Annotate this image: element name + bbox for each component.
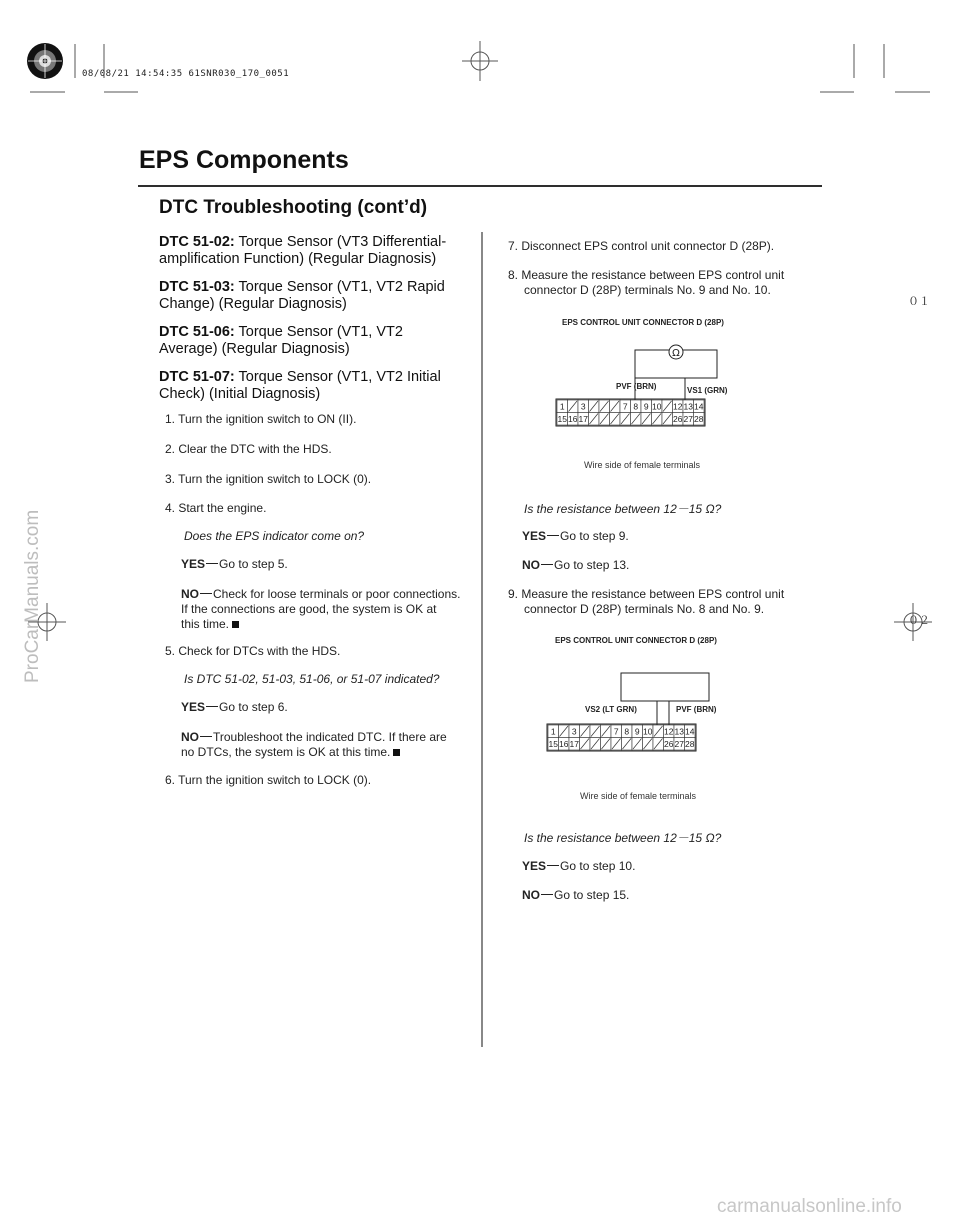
pin-number: 9 (634, 726, 640, 737)
question-indicator: Does the EPS indicator come on? (184, 529, 365, 543)
connector-diagram-1-caption: Wire side of female terminals (584, 460, 701, 470)
dash-icon (206, 563, 218, 564)
dash-icon (541, 894, 553, 895)
step-8-line: connector D (28P) terminals No. 9 and No. 10. (524, 283, 771, 297)
question-dtc-indicated: Is DTC 51-02, 51-03, 51-06, or 51-07 indicated? (184, 672, 440, 686)
pin-number: 10 (652, 401, 662, 412)
side-mark-2: ０２ (908, 614, 930, 627)
step-1: 1. Turn the ignition switch to ON (II). (165, 412, 357, 426)
pin-number: 1 (559, 401, 565, 412)
pin-label-left-2: VS2 (LT GRN) (585, 705, 637, 714)
yes-text: Go to step 6. (219, 700, 288, 714)
pin-label-right-2: PVF (BRN) (676, 705, 717, 714)
no-text: Check for loose terminals or poor connections. (213, 587, 461, 601)
no-label: NO (522, 558, 540, 572)
dtc-desc: Change) (Regular Diagnosis) (159, 296, 347, 312)
pin-number: 8 (624, 726, 630, 737)
step-9-line: 9. Measure the resistance between EPS control unit (508, 587, 785, 601)
svg-text:Ω: Ω (672, 348, 680, 359)
dtc-desc: Torque Sensor (VT3 Differential- (234, 234, 447, 250)
pin-number: 13 (683, 401, 693, 412)
no-label: NO (181, 587, 199, 601)
step-9 (508, 587, 828, 617)
step-6: 6. Turn the ignition switch to LOCK (0). (165, 773, 372, 787)
dtc-51-02 (159, 234, 479, 268)
dtc-desc: Torque Sensor (VT1, VT2 (234, 324, 403, 340)
connector-diagram-2-title: EPS CONTROL UNIT CONNECTOR D (28P) (555, 636, 717, 645)
pin-number: 3 (580, 401, 586, 412)
pin-number: 16 (568, 414, 578, 424)
no-text: Go to step 15. (554, 888, 630, 902)
step-9-line: connector D (28P) terminals No. 8 and No. 9. (524, 602, 765, 616)
dtc-desc: Average) (Regular Diagnosis) (159, 341, 350, 357)
dtc-code: DTC 51-03: (159, 279, 235, 295)
print-stamp: 08/08/21 14:54:35 61SNR030_170_0051 (82, 69, 290, 79)
section-subtitle: DTC Troubleshooting (cont’d) (159, 197, 428, 218)
page-title: EPS Components (139, 146, 349, 174)
dash-icon (541, 564, 553, 565)
no-text: no DTCs, the system is OK at this time. (181, 745, 391, 759)
step-7: 7. Disconnect EPS control unit connector D (28P). (508, 239, 775, 253)
pin-number: 13 (674, 726, 684, 737)
dtc-51-03 (159, 279, 479, 313)
pin-number: 28 (694, 414, 704, 424)
no-text: Troubleshoot the indicated DTC. If there are (213, 730, 447, 744)
yes-text: Go to step 9. (560, 529, 629, 543)
pin-number: 17 (569, 739, 579, 749)
yes-text: Go to step 5. (219, 557, 288, 571)
connector-pins-1 (556, 399, 705, 426)
answer-yes-1 (181, 557, 288, 572)
dash-icon (200, 593, 212, 594)
step-5: 5. Check for DTCs with the HDS. (165, 644, 341, 658)
answer-yes-3 (522, 529, 629, 544)
dtc-51-07 (159, 369, 479, 403)
side-mark-1: ０１ (908, 295, 930, 308)
pin-number: 14 (694, 401, 704, 412)
connector-diagram-1-title: EPS CONTROL UNIT CONNECTOR D (28P) (562, 318, 724, 327)
yes-text: Go to step 10. (560, 859, 636, 873)
dash-icon (200, 736, 212, 737)
answer-yes-2 (181, 700, 288, 715)
pin-number: 14 (685, 726, 695, 737)
pin-number: 17 (578, 414, 588, 424)
pin-number: 15 (557, 414, 567, 424)
pin-number: 1 (550, 726, 556, 737)
dtc-desc: Torque Sensor (VT1, VT2 Initial (234, 369, 441, 385)
pin-number: 28 (685, 739, 695, 749)
answer-yes-4 (522, 859, 635, 874)
question-resistance-2: Is the resistance between 12－15 Ω? (524, 831, 722, 845)
no-label: NO (522, 888, 540, 902)
dash-icon (206, 706, 218, 707)
step-4: 4. Start the engine. (165, 501, 267, 515)
dtc-desc: Torque Sensor (VT1, VT2 Rapid (234, 279, 445, 295)
dtc-desc: amplification Function) (Regular Diagnosis) (159, 251, 437, 267)
step-3: 3. Turn the ignition switch to LOCK (0). (165, 472, 372, 486)
answer-no-1 (181, 587, 481, 632)
no-text: this time. (181, 617, 230, 631)
dtc-code: DTC 51-07: (159, 369, 235, 385)
pin-number: 16 (559, 739, 569, 749)
pin-label-left-1: PVF (BRN) (616, 382, 657, 391)
pin-number: 10 (643, 726, 653, 737)
dash-icon (547, 865, 559, 866)
pin-number: 26 (664, 739, 674, 749)
no-text: If the connections are good, the system is OK at (181, 602, 437, 616)
yes-label: YES (181, 557, 206, 571)
no-text: Go to step 13. (554, 558, 630, 572)
pin-number: 27 (674, 739, 684, 749)
end-square-icon (232, 621, 239, 628)
dtc-code: DTC 51-06: (159, 324, 235, 340)
pin-number: 3 (571, 726, 577, 737)
answer-no-4 (522, 888, 629, 903)
pin-number: 27 (683, 414, 693, 424)
yes-label: YES (522, 859, 547, 873)
connector-diagram-2 (545, 668, 765, 760)
answer-no-3 (522, 558, 629, 573)
pin-label-right-1: VS1 (GRN) (687, 386, 728, 395)
connector-diagram-2-caption: Wire side of female terminals (580, 791, 697, 801)
dtc-51-06 (159, 324, 479, 358)
yes-label: YES (181, 700, 206, 714)
no-label: NO (181, 730, 199, 744)
pin-number: 26 (673, 414, 683, 424)
watermark-left: ProCarManuals.com (22, 509, 43, 683)
pin-number: 15 (548, 739, 558, 749)
dtc-code: DTC 51-02: (159, 234, 235, 250)
answer-no-2 (181, 730, 481, 760)
pin-number: 12 (673, 401, 683, 412)
connector-pins-2 (547, 724, 696, 751)
step-8 (508, 268, 828, 298)
step-8-line: 8. Measure the resistance between EPS control unit (508, 268, 785, 282)
question-resistance-1: Is the resistance between 12－15 Ω? (524, 502, 722, 516)
dash-icon (547, 535, 559, 536)
dtc-desc: Check) (Initial Diagnosis) (159, 386, 321, 402)
pin-number: 9 (643, 401, 649, 412)
step-2: 2. Clear the DTC with the HDS. (165, 442, 332, 456)
pin-number: 8 (633, 401, 639, 412)
watermark-bottom: carmanualsonline.info (717, 1196, 902, 1217)
pin-number: 12 (664, 726, 674, 737)
pin-number: 7 (613, 726, 619, 737)
yes-label: YES (522, 529, 547, 543)
pin-number: 7 (622, 401, 628, 412)
end-square-icon (393, 749, 400, 756)
